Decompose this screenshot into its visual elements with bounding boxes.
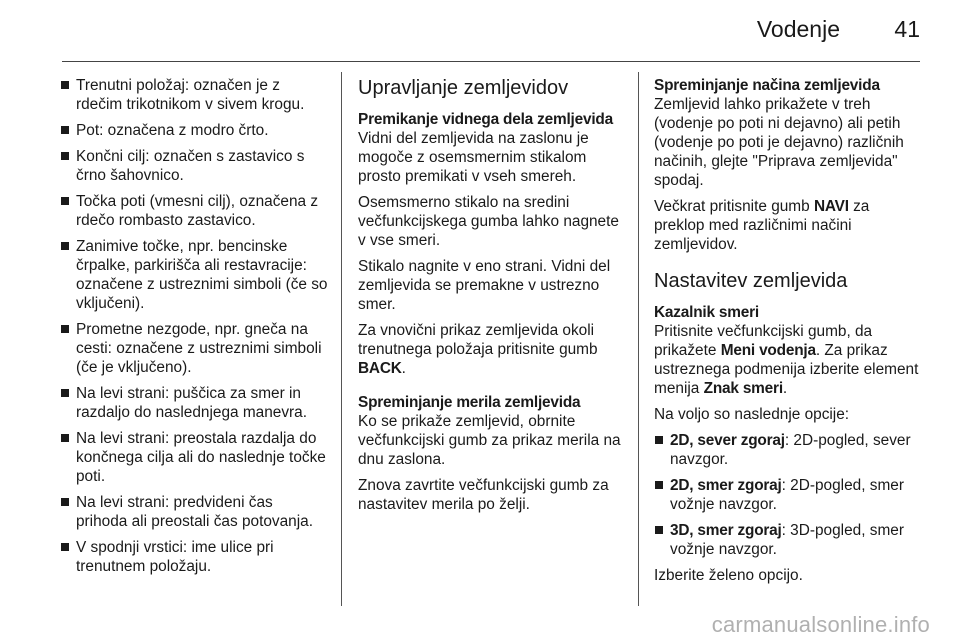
- bullet-square-icon: [61, 389, 69, 397]
- header-rule: [62, 61, 920, 62]
- list-item: 2D, smer zgoraj: 2D-pogled, smer vožnje navzgor.: [654, 476, 922, 514]
- bullet-square-icon: [61, 242, 69, 250]
- subheading-move-map: Premikanje vidnega dela zemljevida: [358, 111, 613, 128]
- paragraph: Večkrat pritisnite gumb NAVI za preklop med različnimi načini zemljevidov.: [654, 198, 870, 253]
- map-symbols-list: [60, 76, 328, 576]
- column-middle: [358, 76, 626, 521]
- list-item: V spodnji vrstici: ime ulice pri trenutnem položaju.: [60, 538, 328, 576]
- paragraph: Zemljevid lahko prikažete v treh (vodenje po poti ni dejavno) ali petih (vodenje po poti je dejavno) različnih načinih, glejte "Priprava zemljevida" spodaj.: [654, 96, 904, 189]
- bullet-square-icon: [61, 81, 69, 89]
- paragraph: Stikalo nagnite v eno strani. Vidni del zemljevida se premakne v ustrezno smer.: [358, 258, 611, 313]
- paragraph: Na voljo so naslednje opcije:: [654, 406, 850, 423]
- section-heading-map-settings: Nastavitev zemljevida: [654, 270, 848, 292]
- column-divider-1: [341, 72, 342, 606]
- list-item: Prometne nezgode, npr. gneča na cesti: označene z ustreznimi simboli (če je vključeno).: [60, 320, 328, 377]
- paragraph: Ko se prikaže zemljevid, obrnite večfunkcijski gumb za prikaz merila na dnu zaslona.: [358, 413, 621, 468]
- list-item: Trenutni položaj: označen je z rdečim trikotnikom v sivem krogu.: [60, 76, 328, 114]
- page-header: [0, 0, 960, 62]
- page-title: Vodenje: [756, 16, 840, 42]
- list-item: Končni cilj: označen s zastavico s črno šahovnico.: [60, 147, 328, 185]
- paragraph: Osemsmerno stikalo na sredini večfunkcijskega gumba lahko nagnete v vse smeri.: [358, 194, 619, 249]
- bullet-square-icon: [655, 436, 663, 444]
- paragraph: Izberite želeno opcijo.: [654, 567, 803, 584]
- list-item: Točka poti (vmesni cilj), označena z rdečo rombasto zastavico.: [60, 192, 328, 230]
- menu-label-guidance: Meni vodenja: [720, 342, 816, 359]
- menu-label-direction-sign: Znak smeri: [703, 380, 783, 397]
- list-item: 3D, smer zgoraj: 3D-pogled, smer vožnje navzgor.: [654, 521, 922, 559]
- back-button-label: BACK: [358, 360, 402, 377]
- subheading-map-scale: Spreminjanje merila zemljevida: [358, 394, 581, 411]
- bullet-square-icon: [655, 526, 663, 534]
- column-divider-2: [638, 72, 639, 606]
- bullet-square-icon: [61, 197, 69, 205]
- paragraph: Pritisnite večfunkcijski gumb, da prikažete Meni vodenja. Za prikaz ustreznega podmenija izberite element menija Znak smeri.: [654, 323, 919, 397]
- bullet-square-icon: [61, 126, 69, 134]
- paragraph: Znova zavrtite večfunkcijski gumb za nastavitev merila po želji.: [358, 477, 609, 513]
- options-list: [654, 431, 922, 559]
- bullet-square-icon: [61, 498, 69, 506]
- paragraph: Vidni del zemljevida na zaslonu je mogoče z osemsmernim stikalom prosto premikati v vseh smereh.: [358, 130, 589, 185]
- page-number: 41: [894, 16, 920, 42]
- column-left: [60, 76, 328, 583]
- bullet-square-icon: [61, 434, 69, 442]
- subheading-direction-indicator: Kazalnik smeri: [654, 304, 759, 321]
- subheading-map-mode: Spreminjanje načina zemljevida: [654, 77, 880, 94]
- list-item: Na levi strani: preostala razdalja do končnega cilja ali do naslednje točke poti.: [60, 429, 328, 486]
- list-item: Pot: označena z modro črto.: [60, 121, 328, 140]
- list-item: Na levi strani: puščica za smer in razdaljo do naslednjega manevra.: [60, 384, 328, 422]
- bullet-square-icon: [61, 152, 69, 160]
- bullet-square-icon: [61, 543, 69, 551]
- list-item: Zanimive točke, npr. bencinske črpalke, parkirišča ali restavracije: označene z ustreznimi simboli (če so vključeni).: [60, 237, 328, 313]
- list-item: Na levi strani: predvideni čas prihoda ali preostali čas potovanja.: [60, 493, 328, 531]
- section-heading-map-control: Upravljanje zemljevidov: [358, 77, 569, 99]
- bullet-square-icon: [655, 481, 663, 489]
- bullet-square-icon: [61, 325, 69, 333]
- list-item: 2D, sever zgoraj: 2D-pogled, sever navzgor.: [654, 431, 922, 469]
- paragraph: Za vnovični prikaz zemljevida okoli trenutnega položaja pritisnite gumb BACK.: [358, 322, 598, 377]
- navi-button-label: NAVI: [813, 198, 849, 215]
- watermark: carmanualsonline.info: [711, 612, 930, 637]
- column-right: [654, 76, 922, 592]
